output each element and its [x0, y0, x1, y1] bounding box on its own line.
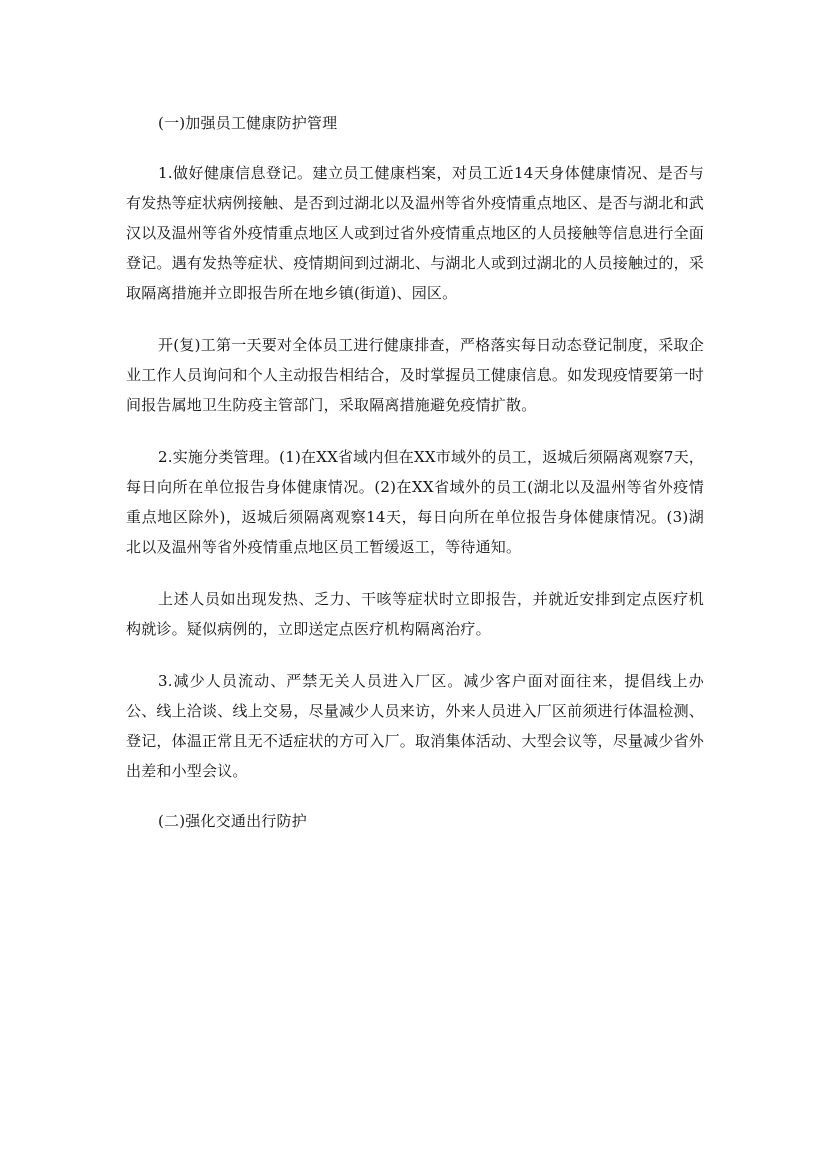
- paragraph-reduce-mobility: 3.减少人员流动、严禁无关人员进入厂区。减少客户面对面往来，提倡线上办公、线上洽谈、线上交易，尽量减少人员来访，外来人员进入厂区前须进行体温检测、登记，体温正常且无不适症状的方可入厂。取消集体活动、大型会议等，尽量减少省外出差和小型会议。: [126, 672, 704, 780]
- paragraph-health-screening: 开(复)工第一天要对全体员工进行健康排查，严格落实每日动态登记制度，采取企业工作人员询问和个人主动报告相结合，及时掌握员工健康信息。如发现疫情要第一时间报告属地卫生防疫主管部门，采取隔离措施避免疫情扩散。: [126, 336, 704, 414]
- section-heading-2: (二)强化交通出行防护: [158, 812, 307, 830]
- paragraph-symptom-reporting: 上述人员如出现发热、乏力、干咳等症状时立即报告，并就近安排到定点医疗机构就诊。疑似病例的，立即送定点医疗机构隔离治疗。: [126, 590, 704, 638]
- document-body: [126, 108, 704, 836]
- paragraph-health-registration: 1.做好健康信息登记。建立员工健康档案，对员工近14天身体健康情况、是否与有发热等症状病例接触、是否到过湖北以及温州等省外疫情重点地区、是否与湖北和武汉以及温州等省外疫情重点地区人或到过省外疫情重点地区的人员接触等信息进行全面登记。遇有发热等症状、疫情期间到过湖北、与湖北人或到过湖北的人员接触过的，采取隔离措施并立即报告所在地乡镇(街道)、园区。: [126, 164, 704, 302]
- paragraph-classified-management: 2.实施分类管理。(1)在XX省域内但在XX市域外的员工，返城后须隔离观察7天，每日向所在单位报告身体健康情况。(2)在XX省域外的员工(湖北以及温州等省外疫情重点地区除外)，返城后须隔离观察14天，每日向所在单位报告身体健康情况。(3)湖北以及温州等省外疫情重点地区员工暂缓返工，等待通知。: [126, 448, 704, 556]
- section-heading-1: (一)加强员工健康防护管理: [158, 114, 338, 132]
